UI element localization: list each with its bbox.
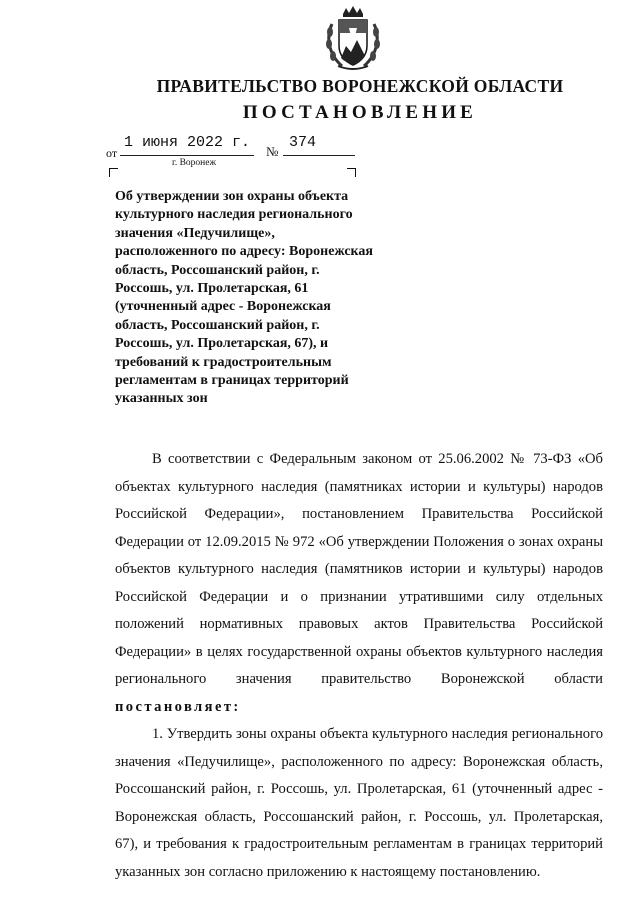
document-number: 374 [283, 134, 355, 156]
preamble-text: В соответствии с Федеральным законом от 25.06.2002 № 73-ФЗ «Об объектах культурного наследия (памятниках истории и культуры) народов Российской Федерации», постановлением Правительства Российской Федерации от 12.09.2015 № 972 «Об утверждении Положения о зонах охраны объектов культурного наследия (памятников истории и культуры) народов Российской Федерации и о признании утратившими силу отдельных положений нормативных правовых актов Правительства Российской Федерации» в целях государственной охраны объектов культурного наследия регионального значения правительство Воронежской области [115, 451, 603, 687]
number-label: № [266, 144, 279, 159]
document-type: ПОСТАНОВЛЕНИЕ [242, 102, 478, 123]
city: г. Воронеж [172, 158, 217, 168]
preamble-paragraph [115, 446, 603, 721]
government-title: ПРАВИТЕЛЬСТВО ВОРОНЕЖСКОЙ ОБЛАСТИ [156, 76, 564, 96]
resolves-keyword: постановляет: [115, 698, 241, 715]
date-prefix: от [106, 146, 118, 160]
date-number-row [106, 134, 366, 164]
document-date: 1 июня 2022 г. [120, 134, 254, 156]
subject-corner-right [347, 168, 356, 177]
document-body [115, 446, 603, 886]
coat-of-arms-icon [324, 6, 382, 72]
subject-corner-left [109, 168, 118, 177]
document-subject: Об утверждении зон охраны объекта культурного наследия регионального значения «Педучилище», расположенного по адресу: Воронежская область, Россошанский район, г. Россошь, ул. Пролетарская, 61 (уточненный адрес - Воронежская область, Россошанский район, г. Россошь, ул. Пролетарская, 67), и требований к градостроительным регламентам в границах территорий указанных зон [115, 189, 373, 407]
item-1-paragraph: 1. Утвердить зоны охраны объекта культурного наследия регионального значения «Педучилище», расположенного по адресу: Воронежская область, Россошанский район, г. Россошь, ул. Пролетарская, 61 (уточненный адрес - Воронежская область, Россошанский район, г. Россошь, ул. Пролетарская, 67), и требования к градостроительным регламентам в границах территорий указанных зон согласно приложению к настоящему постановлению. [115, 726, 603, 880]
